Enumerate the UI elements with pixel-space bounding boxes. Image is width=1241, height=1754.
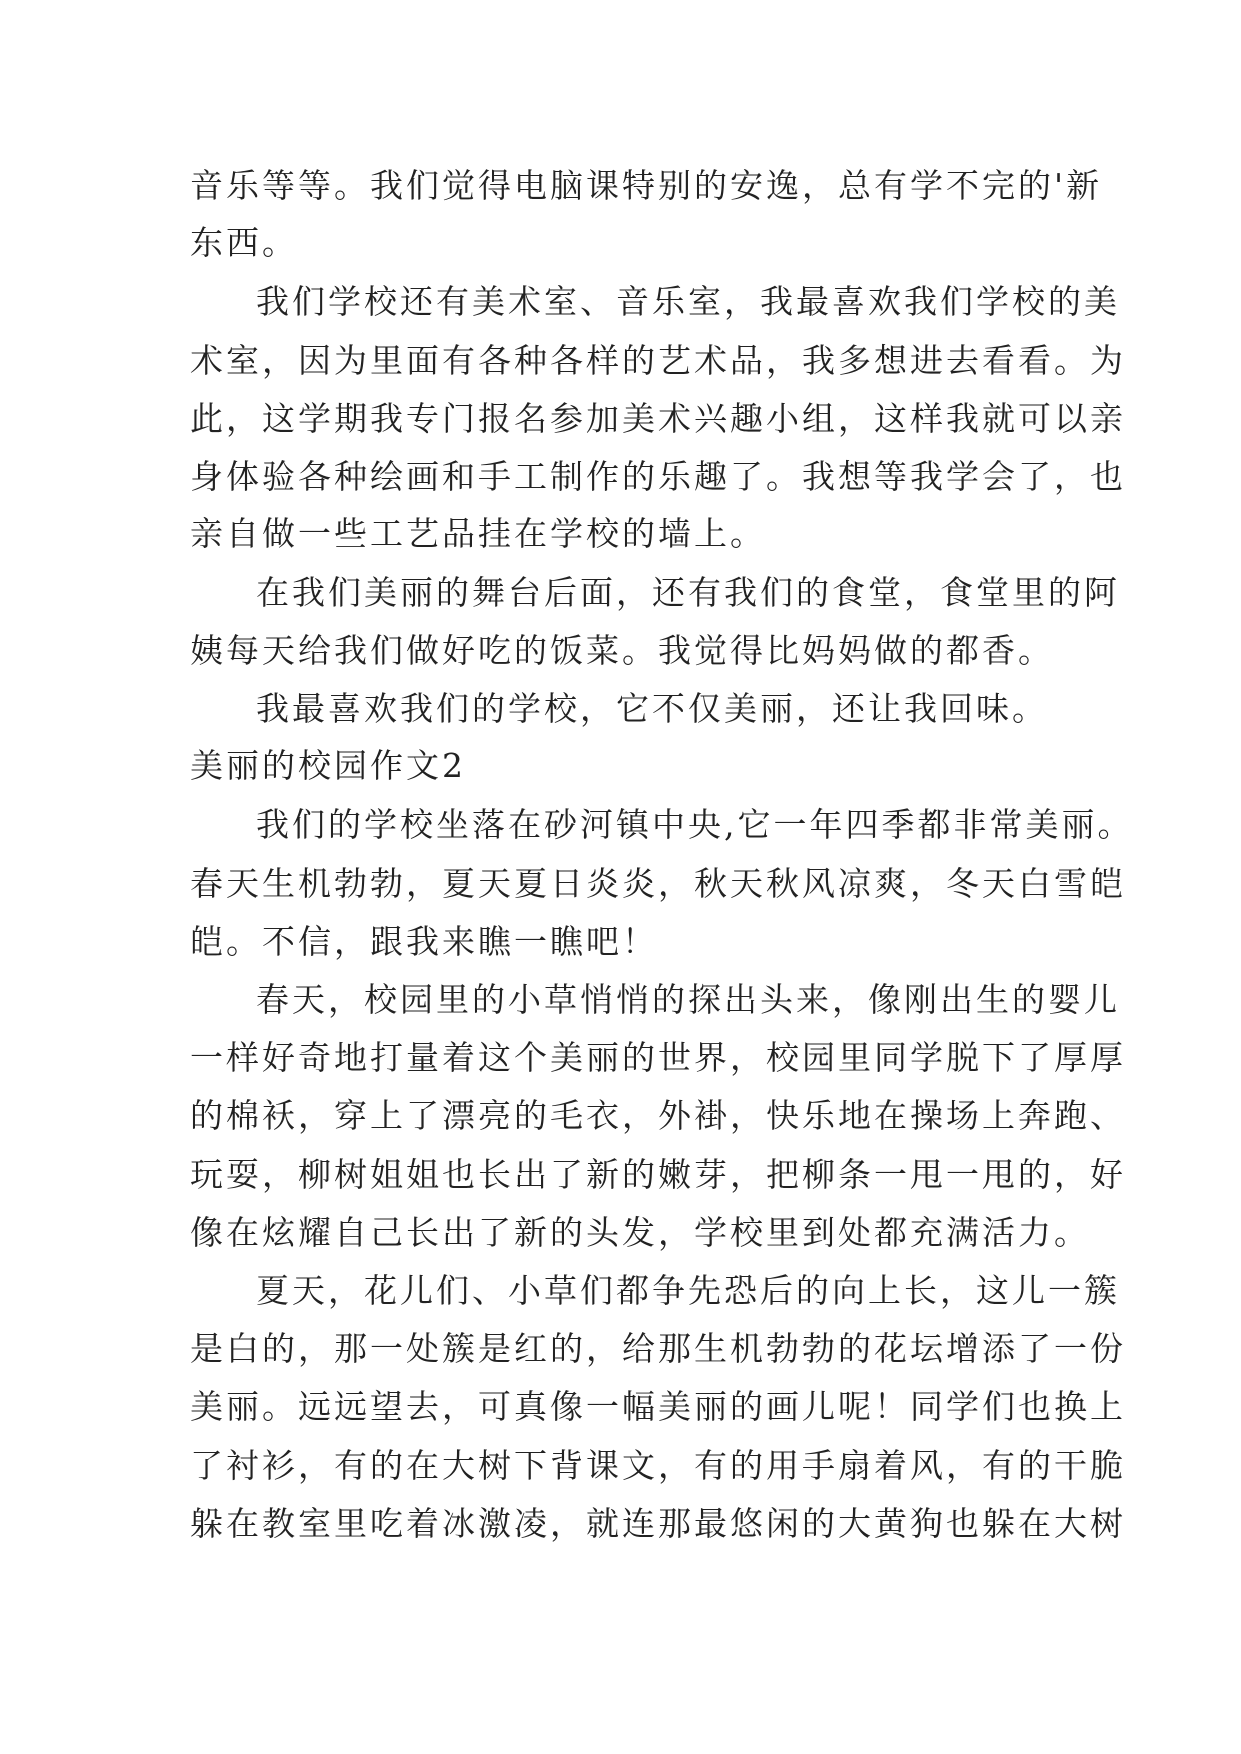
text-line: 亲自做一些工艺品挂在学校的墙上。	[190, 514, 766, 553]
text-line: 玩耍，柳树姐姐也长出了新的嫩芽，把柳条一甩一甩的，好	[190, 1155, 1126, 1194]
text-line: 的棉袄，穿上了漂亮的毛衣，外褂，快乐地在操场上奔跑、	[190, 1096, 1126, 1135]
text-line: 一样好奇地打量着这个美丽的世界，校园里同学脱下了厚厚	[190, 1038, 1126, 1077]
text-line: 术室，因为里面有各种各样的艺术品，我多想进去看看。为	[190, 341, 1126, 380]
paragraph-start: 在我们美丽的舞台后面，还有我们的食堂，食堂里的阿	[256, 573, 1120, 612]
text-line: 音乐等等。我们觉得电脑课特别的安逸，总有学不完的'新	[190, 166, 1103, 205]
paragraph-start: 我最喜欢我们的学校，它不仅美丽，还让我回味。	[256, 689, 1048, 728]
paragraph-start: 我们学校还有美术室、音乐室，我最喜欢我们学校的美	[256, 282, 1120, 321]
paragraph-start: 我们的学校坐落在砂河镇中央,它一年四季都非常美丽。	[256, 805, 1134, 844]
paragraph-start: 夏天，花儿们、小草们都争先恐后的向上长，这儿一簇	[256, 1271, 1120, 1310]
paragraph-start: 春天，校园里的小草悄悄的探出头来，像刚出生的婴儿	[256, 980, 1120, 1019]
text-line: 像在炫耀自己长出了新的头发，学校里到处都充满活力。	[190, 1213, 1090, 1252]
text-line: 身体验各种绘画和手工制作的乐趣了。我想等我学会了，也	[190, 457, 1126, 496]
text-line: 是白的，那一处簇是红的，给那生机勃勃的花坛增添了一份	[190, 1329, 1126, 1368]
text-line: 躲在教室里吃着冰激凌，就连那最悠闲的大黄狗也躲在大树	[190, 1504, 1126, 1543]
text-line: 美丽。远远望去，可真像一幅美丽的画儿呢！同学们也换上	[190, 1387, 1126, 1426]
section-title: 美丽的校园作文2	[190, 746, 466, 785]
text-line: 了衬衫，有的在大树下背课文，有的用手扇着风，有的干脆	[190, 1446, 1126, 1485]
text-line: 皑。不信，跟我来瞧一瞧吧！	[190, 922, 658, 961]
text-line: 东西。	[190, 223, 298, 262]
text-line: 姨每天给我们做好吃的饭菜。我觉得比妈妈做的都香。	[190, 631, 1054, 670]
text-line: 此，这学期我专门报名参加美术兴趣小组，这样我就可以亲	[190, 399, 1126, 438]
text-line: 春天生机勃勃，夏天夏日炎炎，秋天秋风凉爽，冬天白雪皑	[190, 864, 1126, 903]
